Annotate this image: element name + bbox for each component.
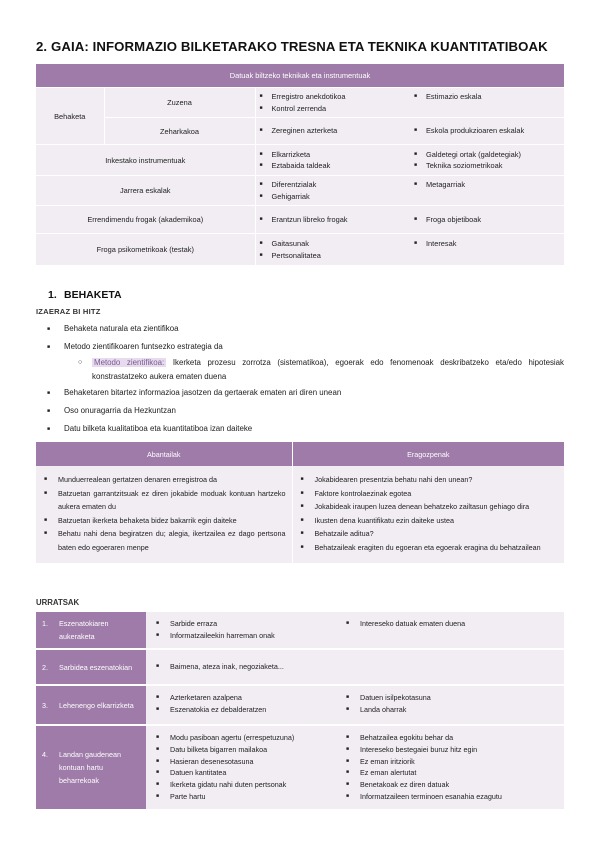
list-item: ■ Gaitasunak [260,238,407,250]
list-item: ■ Informatzaileekin harreman onak [156,630,326,642]
section-kicker: IZAERAZ BI HITZ [36,307,101,316]
list-item: ■ Datuen kantitatea [156,767,326,779]
steps-title: URRATSAK [36,598,80,607]
list-item: ■ Behatzaile aditua? [299,527,559,541]
steps-table [36,612,564,811]
zeharkakoa-label: Zeharkakoa [104,118,255,145]
techniques-table-header: Datuak biltzeko teknikak eta instrumentuak [36,64,564,88]
list-item: ■ Modu pasiboan agertu (errespetuzuna) [156,732,326,744]
list-item: ■ Behaketaren bitartez informazioa jasotzen da gertaerak ematen ari diren unean [36,384,564,402]
list-item: ■ Erantzun libreko frogak [260,214,407,226]
list-item: ■ Froga objetiboak [414,214,560,226]
list-item: ■ Behaketa naturala eta zientifikoa [36,320,564,338]
list-item: ■ Erregistro anekdotikoa [260,91,407,103]
list-item: ■ Azterketaren azalpena [156,692,326,704]
step-number: 4. [42,749,48,759]
step-title: Eszenatokiaren aukeraketa [59,619,109,641]
list-item: ■ Datu bilketa kualitatiboa eta kuantitatiboa izan daiteke [36,420,564,438]
list-item: ■ Benetakoak ez diren datuak [346,779,554,791]
list-item: ■ Ez eman alertutat [346,767,554,779]
list-item: ■ Hasieran desenesotasuna [156,756,326,768]
pros-header: Abantailak [36,442,292,466]
pros-cons-table [36,442,564,563]
list-item: ■ Elkarrizketa [260,149,407,161]
list-item: ■ Metagarriak [414,179,560,191]
list-item: ■ Gehigarriak [260,191,407,203]
list-item: ■ Intereseko datuak ematen duena [346,618,554,630]
list-item: ■ Baimena, ateza inak, negoziaketa... [156,661,554,673]
step-label [36,685,146,725]
page-title: 2. GAIA: INFORMAZIO BILKETARAKO TRESNA ETA TEKNIKA KUANTITATIBOAK [36,39,548,54]
list-item: ■ Interesak [414,238,560,250]
highlighted-term: Metodo zientifikoa: [94,358,165,367]
step-number: 1. [42,619,48,628]
psikometriko-label: Froga psikometrikoak (testak) [36,234,255,266]
list-item: ■ Diferentzialak [260,179,407,191]
list-item: ■ Eszenatokia ez debalderatzen [156,704,326,716]
behaketa-label: Behaketa [36,88,104,145]
section-title: BEHAKETA [64,289,122,301]
step-title: Sarbidea eszenatokian [59,662,133,672]
list-item: ■ Ikusten dena kuantifikatu ezin daiteke ustea [299,514,559,528]
list-item: ■ Faktore kontrolaezinak egotea [299,487,559,501]
list-item: ■ Teknika soziometrikoak [414,160,560,172]
list-item: ■ Sarbide erraza [156,618,326,630]
list-item: ■ Behatzailea egokitu behar da [346,732,554,744]
step-number: 2. [42,662,48,672]
list-item: ■ Intereseko bestegaiei buruz hitz egin [346,744,554,756]
sub-list-item [36,356,564,383]
bullet-list [36,320,564,438]
list-item: ■ Pertsonalitatea [260,250,407,262]
list-item: ■ Zereginen azterketa [260,125,407,137]
step-number: 3. [42,700,48,710]
list-item: ■ Datu bilketa bigarren mailakoa [156,744,326,756]
list-item: ■ Behatzaileak eragiten du egoeran eta egoerak eragina du behatzailean [299,541,559,555]
section-number: 1. [48,289,57,301]
list-item: ■ Behatu nahi dena begiratzen du; alegia, ikertzailea ez dago pertsona baten edo egoeraren menpe [42,527,286,554]
definition-text: Ikerketa prozesu zorrotza (sistematikoa), egoerak edo fenomenoak deskribatzeko eta/edo hipotesiak konstrastatzeko aukera ematen duena [92,358,564,381]
step-label [36,612,146,649]
list-item: ■ Datuen isilpekotasuna [346,692,554,704]
list-item: ■ Eztabaida taldeak [260,160,407,172]
errendimendu-label: Errendimendu frogak (akademikoa) [36,206,255,234]
step-title: Lehenengo elkarrizketa [59,700,134,710]
step-label [36,649,146,685]
step-label [36,725,146,810]
list-item: ■ Jokabidearen presentzia behatu nahi den unean? [299,473,559,487]
step-title: Landan gaudenean kontuan hartu beharrekoak [59,749,121,785]
section-heading [48,289,122,301]
list-item: ■ Ikerketa gidatu nahi duten pertsonak [156,779,326,791]
cons-header: Eragozpenak [292,442,564,466]
list-item: ■ Batzuetan ikerketa behaketa bidez bakarrik egin daiteke [42,514,286,528]
list-item: ■ Estimazio eskala [414,91,560,103]
list-item: ■ Metodo zientifikoaren funtsezko estrategia da [36,338,564,356]
list-item: ■ Parte hartu [156,791,326,803]
inkestak-label: Inkestako instrumentuak [36,145,255,176]
list-item: ■ Batzuetan garrantzitsuak ez diren jokabide moduak kontuan hartzeko aukera ematen du [42,487,286,514]
list-item: ■ Kontrol zerrenda [260,103,407,115]
list-item: ■ Informatzaileen terminoen esanahia ezagutu [346,791,554,803]
jarrera-label: Jarrera eskalak [36,176,255,206]
list-item: ■ Oso onuragarria da Hezkuntzan [36,402,564,420]
list-item: ■ Ez eman iritziorik [346,756,554,768]
list-item: ■ Landa oharrak [346,704,554,716]
list-item: ■ Jokabideak iraupen luzea denean behatzeko zailtasun gehiago dira [299,500,559,514]
list-item: ■ Munduerrealean gertatzen denaren erregistroa da [42,473,286,487]
list-item: ■ Eskola produkzioaren eskalak [414,125,560,137]
list-item: ■ Galdetegi ortak (galdetegiak) [414,149,560,161]
techniques-table [36,64,564,266]
zuzena-label: Zuzena [104,88,255,118]
